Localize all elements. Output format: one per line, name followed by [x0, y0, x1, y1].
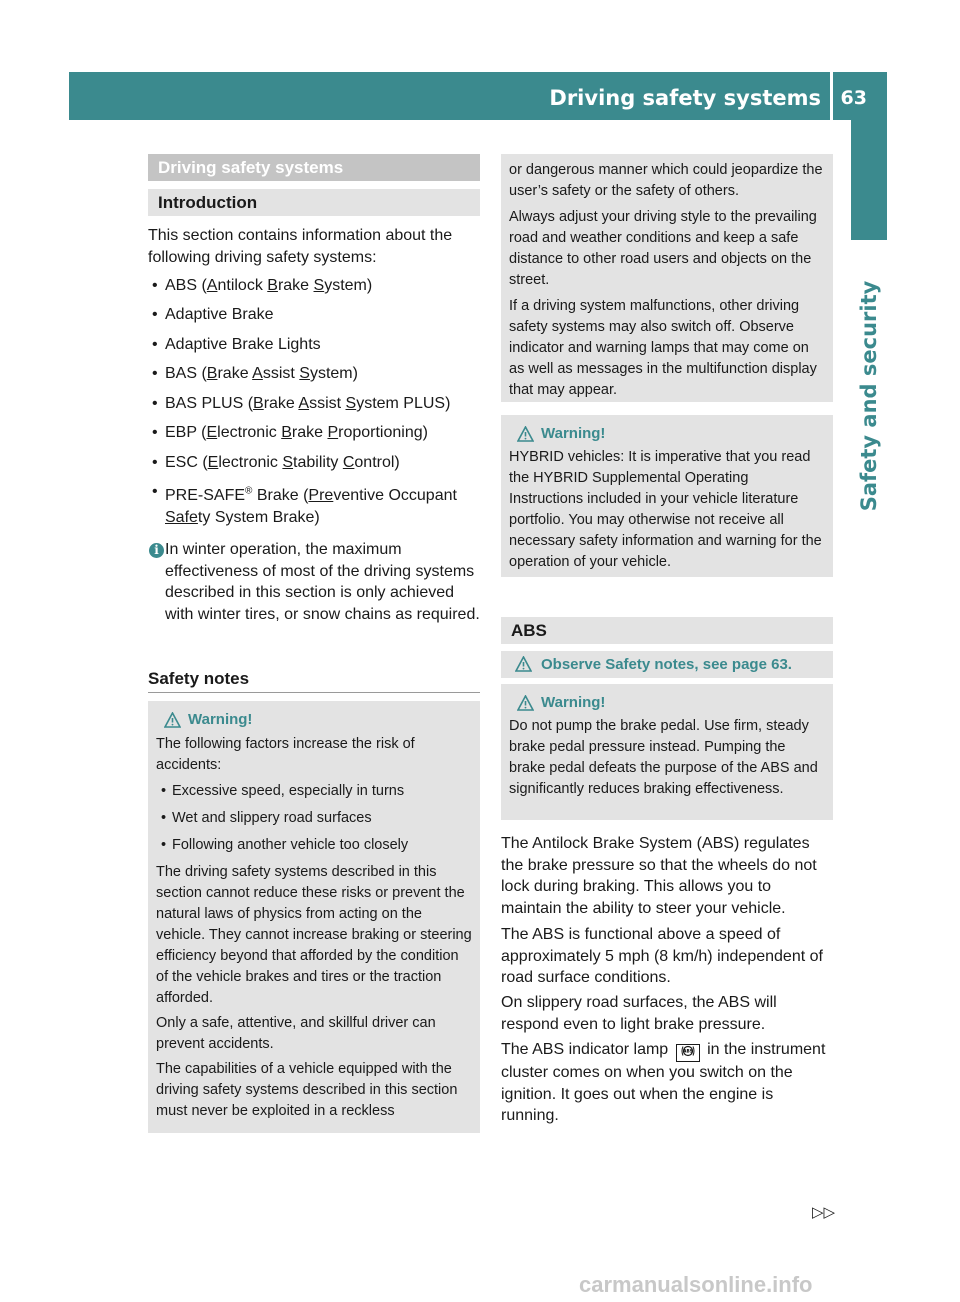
info-note: In winter operation, the maximum effectiveness of most of the driving systems described in this section is only achieved with winter tires, or snow chains as required.	[165, 541, 480, 623]
list-item: • BAS PLUS (Brake Assist System PLUS)	[152, 395, 451, 412]
section-title: Driving safety systems	[158, 158, 344, 177]
warning-continuation-box	[501, 154, 833, 402]
intro-heading: Introduction	[158, 193, 258, 212]
hybrid-warning-text: HYBRID vehicles: It is imperative that you read the HYBRID Supplemental Operating Instructions included in your vehicle literature portfolio. You may otherwise not receive all necessary safety information and warning for the operation of your vehicle.	[509, 449, 822, 570]
section-title-bar	[148, 154, 480, 181]
abs-warning-text: Do not pump the brake pedal. Use firm, steady brake pedal pressure instead. Pumping the brake pedal defeats the purpose of the ABS and significantly reduces braking effectiveness.	[509, 718, 818, 797]
watermark: carmanualsonline.info	[579, 1272, 813, 1297]
abs-lamp-icon	[676, 1044, 700, 1062]
warning-paragraph: The capabilities of a vehicle equipped with the driving safety systems described in this section must never be exploited in a reckless	[156, 1061, 458, 1119]
abs-paragraph: On slippery road surfaces, the ABS will respond even to light brake pressure.	[501, 994, 777, 1033]
list-item: • EBP (Electronic Brake Proportioning)	[152, 424, 428, 441]
header-divider	[830, 72, 833, 120]
warning-title: Warning!	[541, 425, 606, 442]
abs-heading-bar	[501, 617, 833, 644]
system-adaptive-brake-lights: Adaptive Brake Lights	[165, 336, 321, 353]
abs-paragraph: The ABS is functional above a speed of approximately 5 mph (8 km/h) independent of road surface conditions.	[501, 926, 823, 986]
warning-paragraph: The driving safety systems described in this section cannot reduce these risks or prevent the natural laws of physics from acting on the vehicle. They cannot increase braking or steering efficiency beyond that afforded by the condition of the vehicle brakes and tires or the traction afforded.	[156, 864, 472, 1006]
warning-title: Warning!	[188, 711, 253, 728]
list-item: • PRE-SAFE® Brake (Preventive Occupant Safety System Brake)	[152, 483, 457, 526]
warning-heading	[509, 423, 825, 445]
abs-paragraph: The Antilock Brake System (ABS) regulates the brake pressure so that the wheels do not lock during braking. This allows you to maintain the ability to steer your vehicle.	[501, 835, 817, 917]
warning-heading	[509, 692, 825, 714]
system-bas-plus: BAS PLUS (Brake Assist System PLUS)	[165, 395, 451, 412]
list-item: • BAS (Brake Assist System)	[152, 365, 358, 382]
info-icon: i	[149, 543, 164, 558]
side-tab	[851, 120, 887, 240]
warning-triangle-icon	[517, 695, 534, 711]
abs-paragraph	[501, 1039, 833, 1127]
abs-warning-box	[501, 684, 833, 820]
hybrid-warning-box	[501, 415, 833, 577]
side-label-text: Safety and security	[857, 280, 881, 512]
page-number: 63	[840, 87, 867, 109]
intro-heading-bar	[148, 189, 480, 216]
system-bas: BAS (Brake Assist System)	[165, 365, 358, 382]
abs-heading: ABS	[511, 621, 547, 640]
continue-arrow-icon: ▷▷	[812, 1204, 836, 1221]
abs-lamp-text-a: The ABS indicator lamp	[501, 1041, 669, 1058]
warning-box	[148, 701, 480, 1133]
warning-triangle-icon	[515, 656, 532, 672]
system-esc: ESC (Electronic Stability Control)	[165, 454, 400, 471]
divider	[148, 692, 480, 693]
safety-notes-heading: Safety notes	[148, 669, 250, 688]
warning-factor: • Wet and slippery road surfaces	[156, 808, 472, 829]
intro-text: This section contains information about the following driving safety systems:	[148, 227, 453, 266]
warning-triangle-icon	[517, 426, 534, 442]
list-item: • Adaptive Brake Lights	[152, 336, 321, 353]
warning-factor: • Following another vehicle too closely	[156, 835, 472, 856]
header-title: Driving safety systems	[549, 86, 821, 110]
warning-triangle-icon	[164, 712, 181, 728]
warning-factor: • Excessive speed, especially in turns	[156, 781, 472, 802]
warning-title: Warning!	[541, 694, 606, 711]
list-item: • ABS (Antilock Brake System)	[152, 277, 373, 294]
system-abs: ABS (Antilock Brake System)	[165, 277, 373, 294]
warning-paragraph: or dangerous manner which could jeopardize the user’s safety or the safety of others.	[509, 162, 823, 199]
system-adaptive-brake: Adaptive Brake	[165, 306, 274, 323]
system-pre-safe: PRE-SAFE® Brake (Preventive Occupant Safety System Brake)	[165, 486, 457, 526]
system-ebp: EBP (Electronic Brake Proportioning)	[165, 424, 428, 441]
abs-lamp-text-b: in the instrument cluster comes on when you switch on the ignition. It goes out when the engine is running.	[501, 1041, 826, 1124]
warning-paragraph: Only a safe, attentive, and skillful driver can prevent accidents.	[156, 1015, 436, 1052]
warning-lead: The following factors increase the risk of accidents:	[156, 736, 415, 773]
page-header	[69, 72, 887, 120]
warning-paragraph: Always adjust your driving style to the prevailing road and weather conditions and keep a safe distance to other road users and objects on the street.	[509, 209, 817, 288]
list-item: • Adaptive Brake	[152, 306, 274, 323]
observe-note-text[interactable]: Observe Safety notes, see page 63.	[541, 656, 792, 673]
warning-heading	[156, 709, 472, 731]
svg-text:ABS: ABS	[682, 1048, 693, 1054]
list-item: • ESC (Electronic Stability Control)	[152, 454, 400, 471]
observe-note	[501, 651, 833, 678]
warning-paragraph: If a driving system malfunctions, other driving safety systems may also switch off. Observe indicator and warning lamps that may come on as well as messages in the multifunction display that may appear.	[509, 298, 817, 398]
